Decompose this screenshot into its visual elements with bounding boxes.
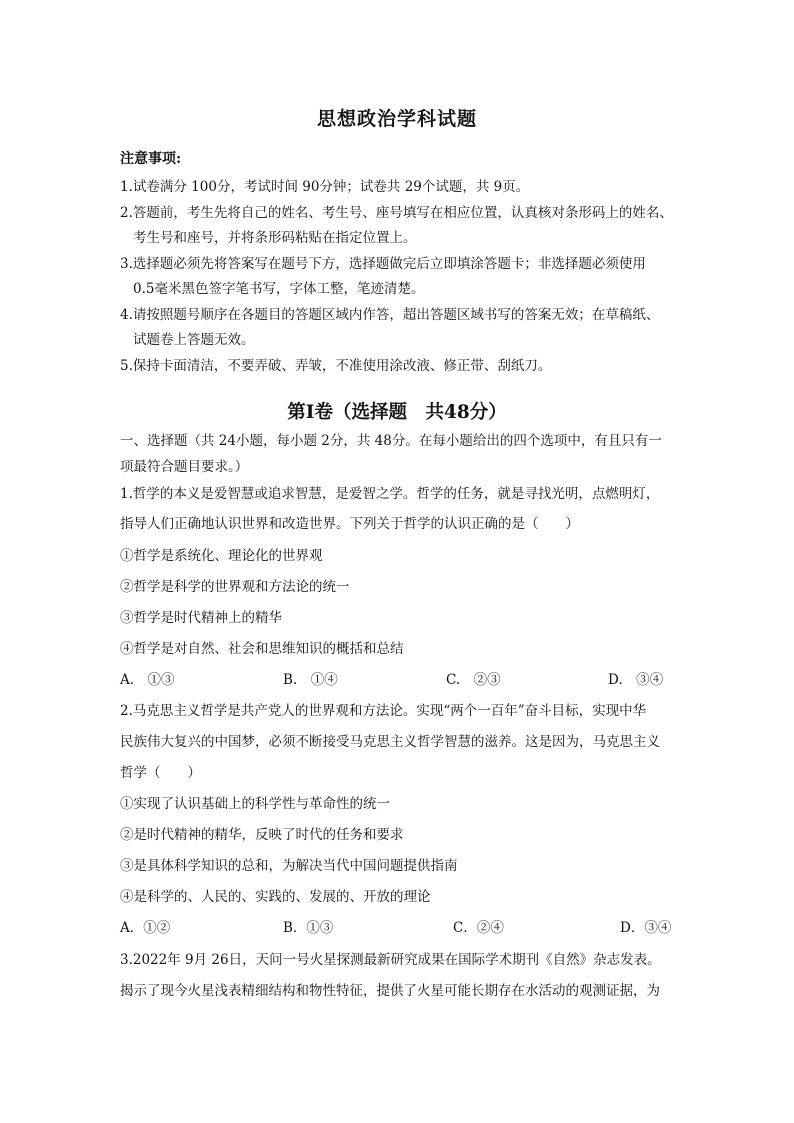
question-1-option-b: B. ①④ — [283, 672, 338, 688]
note-line: 试题卷上答题无效。 — [133, 332, 255, 348]
section-title: 第Ⅰ卷（选择题 共48分） — [287, 402, 507, 423]
question-1-item: ①哲学是系统化、理论化的世界观 — [120, 548, 323, 564]
question-3-stem: 揭示了现今火星浅表精细结构和物性特征，提供了火星可能长期存在水活动的观测证据，为 — [120, 983, 660, 999]
question-2-item: ①实现了认识基础上的科学性与革命性的统一 — [120, 796, 390, 812]
note-line: 0.5毫米黑色签字笔书写，字体工整，笔迹清楚。 — [133, 281, 425, 297]
question-1-stem: 指导人们正确地认识世界和改造世界。下列关于哲学的认识正确的是（ ） — [120, 516, 579, 532]
note-line: 1.试卷满分 100分，考试时间 90分钟；试卷共 29个试题，共 9页。 — [120, 179, 530, 195]
question-2-item: ③是具体科学知识的总和，为解决当代中国问题提供指南 — [120, 858, 458, 874]
question-1-item: ②哲学是科学的世界观和方法论的统一 — [120, 579, 350, 595]
section-instruction: 一、选择题（共 24小题，每小题 2分，共 48分。在每小题给出的四个选项中，有且只有一 — [120, 433, 662, 449]
question-1-option-c: C. ②③ — [446, 672, 501, 688]
section-instruction: 项最符合题目要求。） — [120, 459, 249, 475]
question-2-stem: 哲学（ ） — [120, 765, 201, 781]
question-2-option-b: B．①③ — [283, 920, 334, 936]
note-line: 3.选择题必须先将答案写在题号下方，选择题做完后立即填涂答题卡；非选择题必须使用 — [120, 256, 646, 272]
question-1-item: ④哲学是对自然、社会和思维知识的概括和总结 — [120, 641, 404, 657]
question-1-option-d: D. ③④ — [608, 672, 664, 688]
question-3-stem: 3.2022年 9月 26日，天问一号火星探测最新研究成果在国际学术期刊《自然》杂志发表。 — [120, 952, 661, 968]
question-1-stem: 1.哲学的本义是爱智慧或追求智慧，是爱智之学。哲学的任务，就是寻找光明，点燃明灯， — [120, 486, 660, 502]
question-2-option-c: C．②④ — [453, 920, 504, 936]
question-1-item: ③哲学是时代精神上的精华 — [120, 610, 282, 626]
note-line: 4.请按照题号顺序在各题目的答题区域内作答，超出答题区域书写的答案无效；在草稿纸、 — [120, 307, 660, 323]
page-title: 思想政治学科试题 — [316, 108, 477, 130]
question-2-stem: 2.马克思主义哲学是共产党人的世界观和方法论。实现“两个一百年”奋斗目标，实现中华 — [120, 703, 647, 719]
notes-heading: 注意事项: — [120, 151, 182, 167]
note-line: 考生号和座号，并将条形码粘贴在指定位置上。 — [133, 230, 417, 246]
question-2-item: ②是时代精神的精华，反映了时代的任务和要求 — [120, 827, 404, 843]
question-2-option-a: A．①② — [120, 920, 171, 936]
note-line: 2.答题前，考生先将自己的姓名、考生号、座号填写在相应位置，认真核对条形码上的姓名、 — [120, 205, 673, 221]
note-line: 5.保持卡面清洁，不要弄破、弄皱，不准使用涂改液、修正带、刮纸刀。 — [120, 358, 552, 374]
question-1-option-a: A. ①③ — [120, 672, 175, 688]
question-2-option-d: D．③④ — [620, 920, 672, 936]
question-2-stem: 民族伟大复兴的中国梦，必须不断接受马克思主义哲学智慧的滋养。这是因为，马克思主义 — [120, 734, 660, 750]
question-2-item: ④是科学的、人民的、实践的、发展的、开放的理论 — [120, 889, 431, 905]
